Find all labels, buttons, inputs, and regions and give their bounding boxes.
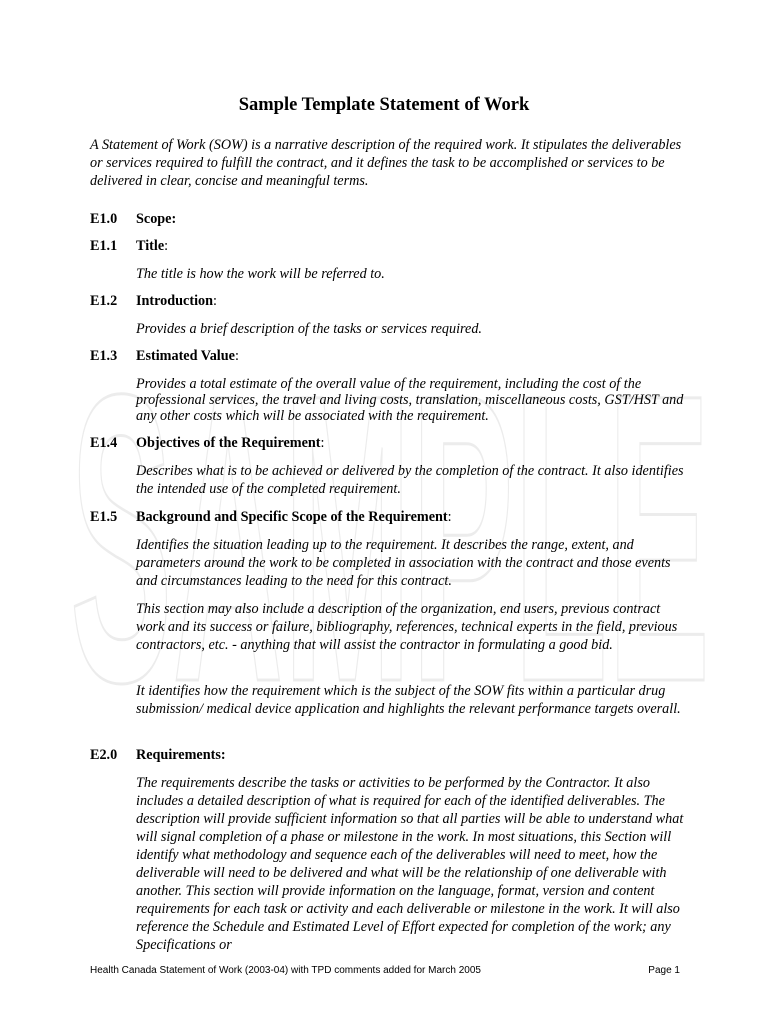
section-heading-e1-1 bbox=[90, 237, 168, 255]
section-number: E1.0 bbox=[90, 211, 118, 227]
page-footer bbox=[90, 965, 680, 976]
section-number: E1.1 bbox=[90, 238, 118, 254]
section-label: Introduction bbox=[136, 293, 213, 309]
section-suffix: : bbox=[320, 435, 325, 451]
section-label: Background and Specific Scope of the Requirement bbox=[136, 509, 448, 525]
section-label: Objectives of the Requirement bbox=[136, 435, 321, 451]
intro-paragraph: A Statement of Work (SOW) is a narrative description of the required work. It stipulates the deliverables or services required to fulfill the contract, and it defines the task to be accomplished or services to be delivered in clear, concise and meaningful terms. bbox=[90, 137, 682, 189]
section-heading-e2-0 bbox=[90, 746, 226, 764]
section-label: Scope: bbox=[136, 211, 177, 227]
section-number: E1.4 bbox=[90, 435, 118, 451]
section-number: E1.5 bbox=[90, 509, 118, 525]
section-heading-e1-2 bbox=[90, 292, 217, 310]
section-label: Title bbox=[136, 238, 165, 254]
section-number: E1.2 bbox=[90, 293, 118, 309]
section-paragraph: Provides a total estimate of the overall value of the requirement, including the cost of the professional services, the travel and living costs, translation, miscellaneous costs, GST/HST and any other costs which will be associated with the requirement. bbox=[136, 376, 684, 424]
section-suffix: : bbox=[164, 238, 169, 254]
section-suffix: : bbox=[213, 293, 217, 309]
svg-text:SAMPLE: SAMPLE bbox=[70, 309, 710, 750]
section-heading-e1-3 bbox=[90, 347, 239, 365]
section-suffix: : bbox=[234, 348, 239, 364]
section-paragraph: Provides a brief description of the tasks or services required. bbox=[136, 321, 482, 337]
section-heading-e1-5 bbox=[90, 508, 452, 526]
section-number: E1.3 bbox=[90, 348, 118, 364]
section-heading-e1-0 bbox=[90, 210, 176, 228]
document-title: Sample Template Statement of Work bbox=[238, 95, 530, 115]
section-paragraph: The requirements describe the tasks or activities to be performed by the Contractor. It also includes a detailed description of what is required for each of the identified deliverables. The description will provide sufficient information so that all parties will be able to understand what will signal completion of a phase or milestone in the work. In most situations, this Section will identify what methodology and sequence each of the deliverables will need to meet, how the deliverable will need to be delivered and what will be the relationship of one deliverable with another. This section will provide information on the language, format, version and content requirements for each task or activity and each deliverable or milestone in the work. It will also reference the Schedule and Estimated Level of Effort expected for completion of the work; any Specifications or bbox=[136, 775, 684, 953]
section-suffix: : bbox=[447, 509, 452, 525]
section-paragraph: Describes what is to be achieved or delivered by the completion of the contract. It also identifies the intended use of the completed requirement. bbox=[136, 463, 684, 497]
section-paragraph: This section may also include a description of the organization, end users, previous contract work and its success or failure, bibliography, references, technical experts in the field, previous contractors, etc. - anything that will assist the contractor in formulating a good bid. bbox=[136, 601, 678, 653]
section-heading-e1-4 bbox=[90, 434, 324, 452]
section-paragraph: The title is how the work will be referred to. bbox=[136, 266, 385, 282]
page-number: Page 1 bbox=[648, 965, 680, 976]
section-paragraph: It identifies how the requirement which is the subject of the SOW fits within a particular drug submission/ medical device application and highlights the relevant performance targets overall. bbox=[136, 683, 681, 717]
section-label: Estimated Value bbox=[136, 348, 235, 364]
section-paragraph: Identifies the situation leading up to the requirement. It describes the range, extent, and parameters around the work to be completed in association with the contract and those events and circumstances leading to the need for this contract. bbox=[136, 537, 671, 589]
section-number: E2.0 bbox=[90, 747, 118, 763]
section-label: Requirements: bbox=[136, 747, 226, 763]
footer-text: Health Canada Statement of Work (2003-04) with TPD comments added for March 2005 bbox=[90, 965, 481, 976]
